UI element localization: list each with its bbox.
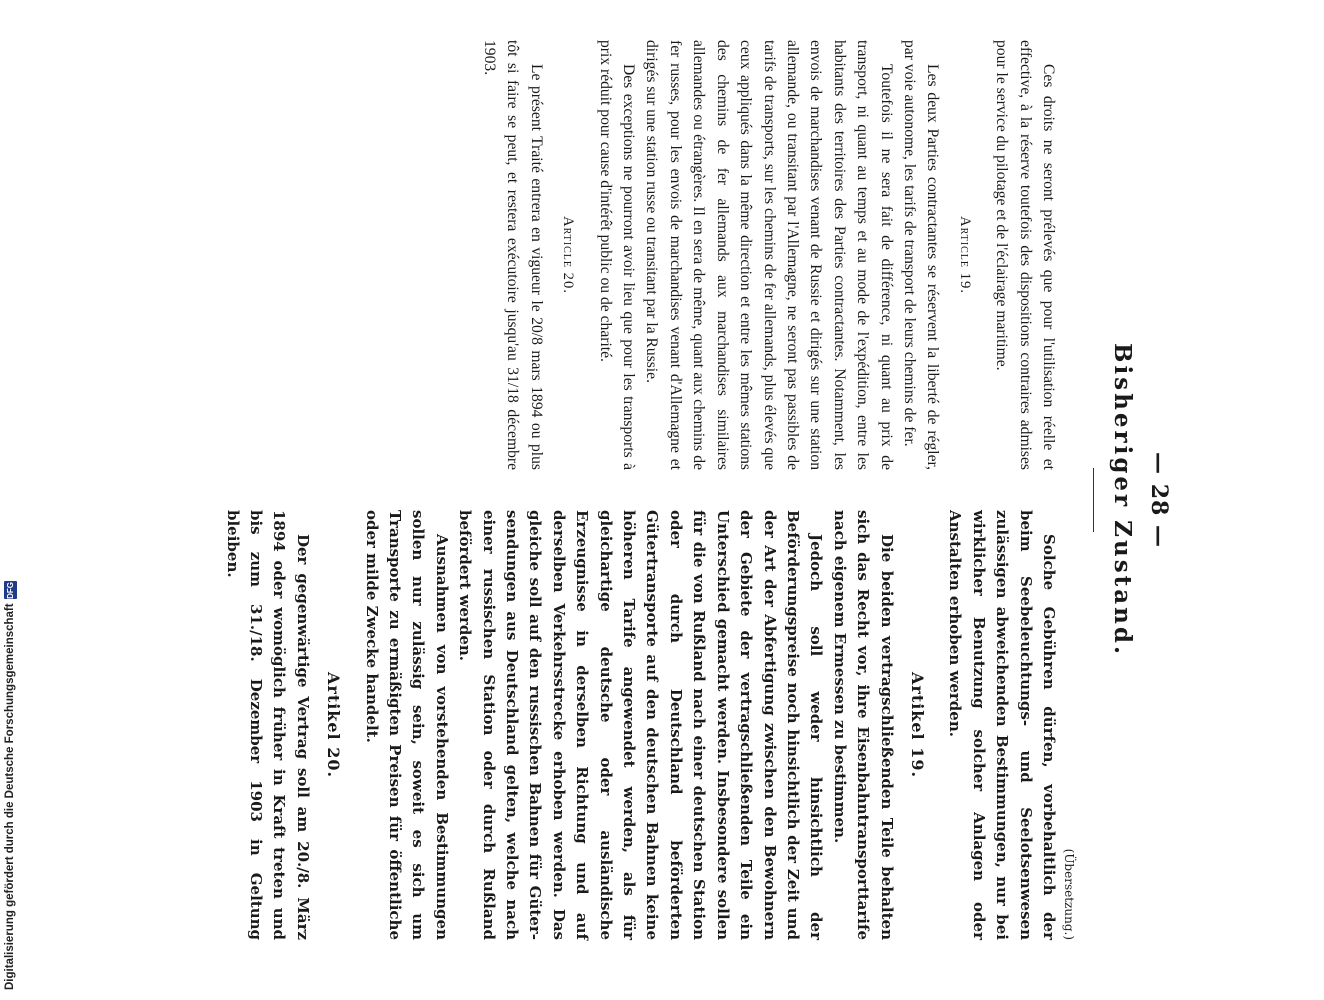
digitization-note-text: Digitalisierung gefördert durch die Deutsche Forschungsgemeinschaft (4, 603, 16, 990)
paragraph: Toutefois il ne sera fait de différence, ni quant au prix de transport, ni quant au temps et au mode de l'expédition, entre les habitants des territoires des Parties contractantes. Notamment, les envois de marchandises venant de Russie et dirigés sur une station allemande, ou transitant par l'Allemagne, ne seront pas passibles de tarifs de transports, sur les chemins de fer allemands, plus élevés que ceux appliqués dans la même direction et entre les mêmes stations des chemins de fer allemands aux marchandises similaires allemandes ou étrangères. Il en sera de même, quant aux chemins de fer russes, pour les envois de marchandises venant d'Allemagne et dirigés sur une station russe ou transitant par la Russie. (643, 40, 895, 471)
paragraph: Le présent Traité entrera en vigueur le 20/8 mars 1894 ou plus tôt si faire se peut, et restera exécutoire jusqu'au 31/18 décembre 1903. (481, 40, 545, 470)
page-number: — 28 — (1146, 452, 1172, 548)
german-column (220, 510, 1078, 940)
paragraph: Solche Gebühren dürfen, vorbehaltlich der beim Seebeleuchtungs- und Seelotsenwesen zulässigen abweichenden Bestimmungen, nur bei wirklicher Benutzung solcher Anlagen oder Anstalten erhoben werden. (946, 510, 1058, 940)
article-19-title-de: Artikel 19. (907, 671, 927, 779)
page-heading: Bisheriger Zustand. (1109, 343, 1136, 657)
paragraph: Ausnahmen von vorstehenden Bestimmungen sollen nur zulässig sein, soweit es sich um Transporte zu ermäßigten Preisen für öffentliche oder milde Zwecke handelt. (362, 510, 451, 940)
article-20-title-de: Artikel 20. (324, 671, 344, 779)
paragraph: Ces droits ne seront prélevés que pour l'utilisation réelle et effective, à la réserve toutefois des dispositions contraires admises pour le service du pilotage et de l'éclairage maritime. (993, 40, 1057, 470)
article-19-title-fr: Article 19. (956, 216, 973, 294)
paragraph: Die beiden vertragschließenden Teile behalten sich das Recht vor, ihre Eisenbahntransporttarife nach eigenem Ermessen zu bestimmen. (830, 510, 896, 940)
article-20-title-fr: Article 20. (560, 216, 577, 294)
paragraph: Jedoch soll weder hinsichtlich der Beförderungspreise noch hinsichtlich der Zeit und der Art der Abfertigung zwischen den Bewohnern der Gebiete der vertragschließenden Teile ein Unterschied gemacht werden. Insbesondere sollen für die von Rußland nach einer deutschen Station oder durch Deutschland beförderten Gütertransporte auf den deutschen Bahnen keine höheren Tarife angewendet werden, als für gleichartige deutsche oder ausländische Erzeugnisse in derselben Richtung und auf derselben Verkehrsstrecke erhoben werden. Das gleiche soll auf den russischen Bahnen für Güter- sendungen aus Deutschland gelten, welche nach einer russischen Station oder durch Rußland befördert werden. (456, 510, 826, 940)
french-column (478, 40, 1078, 470)
heading-divider (1093, 468, 1094, 532)
paragraph: Des exceptions ne pourront avoir lieu que pour les transports à prix réduit pour cause d'intérêt public ou de charité. (596, 40, 638, 470)
continuation-note: (Übersetzung.) (1062, 848, 1076, 940)
paragraph: Les deux Parties contractantes se réservent la liberté de régler, par voie autonome, les tarifs de transport de leurs chemins de fer. (900, 40, 942, 470)
dfg-logo-icon: DFG (5, 581, 15, 599)
scanned-page (180, 0, 1180, 1000)
paragraph: Der gegenwärtige Vertrag soll am 20./8. März 1894 oder womöglich früher in Kraft treten und bis zum 31./18. Dezember 1903 in Geltung bleiben. (223, 510, 312, 940)
digitization-note (0, 0, 20, 1000)
